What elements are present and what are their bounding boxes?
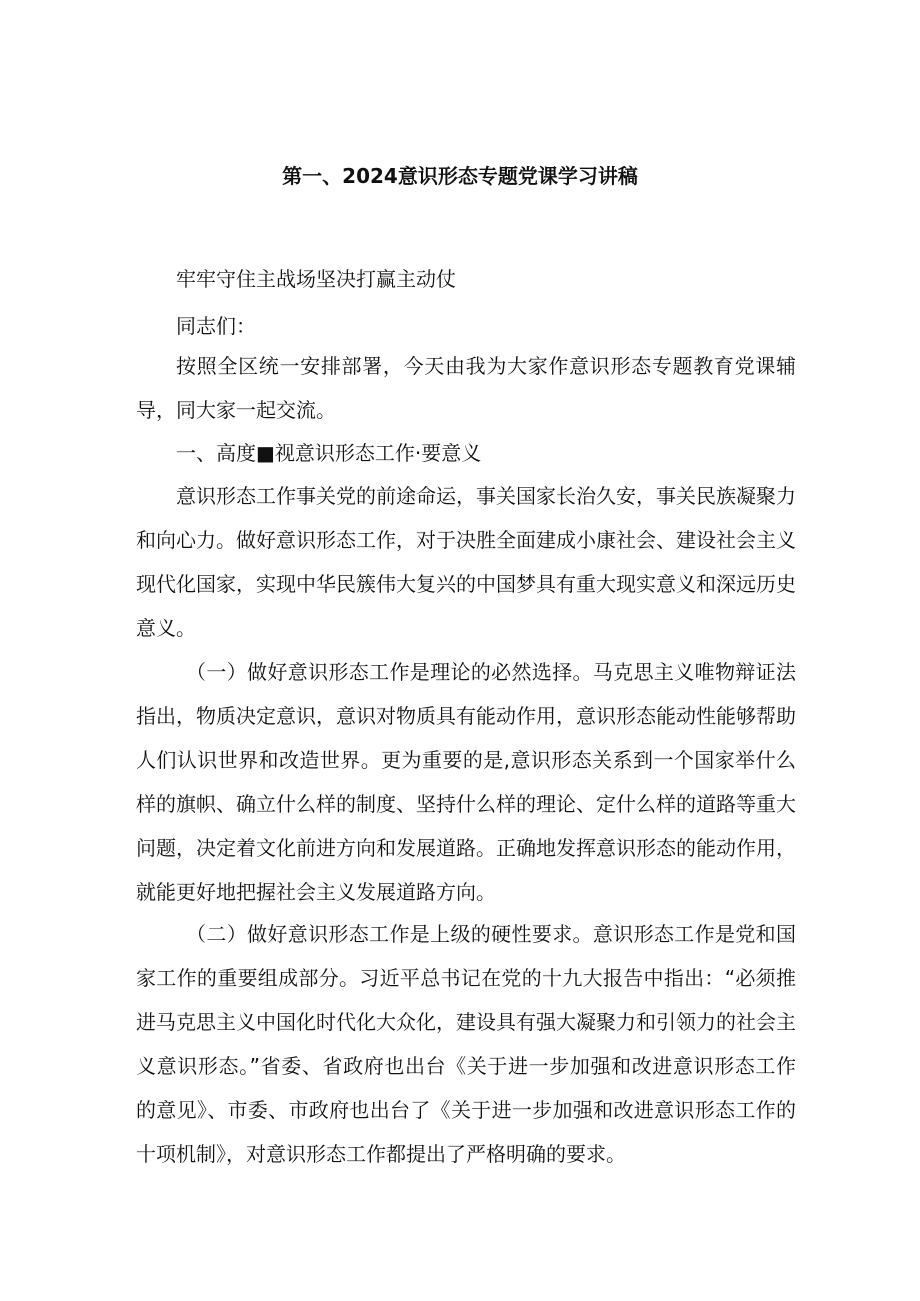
document-title: 第一、2024意识形态专题党课学习讲稿 (282, 164, 638, 188)
paragraph-significance: 意识形态工作事关党的前途命运，事关国家长治久安，事关民族凝聚力和向心力。做好意识形态工作，对于决胜全面建成小康社会、建设社会主义现代化国家，实现中华民簇伟大复兴的中国梦具有重大现实意义和深远历史意义。 (136, 484, 796, 640)
document-subtitle: 牢牢守住主战场坚决打赢主动仗 (176, 267, 456, 291)
salutation: 同志们： (176, 314, 256, 338)
paragraph-point-2: （二）做好意识形态工作是上级的硬性要求。意识形态工作是党和国家工作的重要组成部分。习近平总书记在党的十九大报告中指出：“必须推进马克思主义中国化时代化大众化，建设具有强大凝聚力和引领力的社会主义意识形态。”省委、省政府也出台《关于进一步加强和改进意识形态工作的意见》、市委、市政府也出台了《关于进一步加强和改进意识形态工作的十项机制》，对意识形态工作都提出了严格明确的要求。 (136, 922, 796, 1166)
paragraph-point-1: （一）做好意识形态工作是理论的必然选择。马克思主义唯物辩证法指出，物质决定意识，意识对物质具有能动作用，意识形态能动性能够帮助人们认识世界和改造世界。更为重要的是,意识形态关系到一个国家举什么样的旗帜、确立什么样的制度、坚持什么样的理论、定什么样的道路等重大问题，决定着文化前进方向和发展道路。正确地发挥意识形态的能动作用，就能更好地把握社会主义发展道路方向。 (136, 660, 796, 904)
section-heading-1: 一、高度■视意识形态工作·要意义 (176, 441, 482, 465)
paragraph-intro: 按照全区统一安排部署，今天由我为大家作意识形态专题教育党课辅导，同大家一起交流。 (136, 354, 796, 422)
